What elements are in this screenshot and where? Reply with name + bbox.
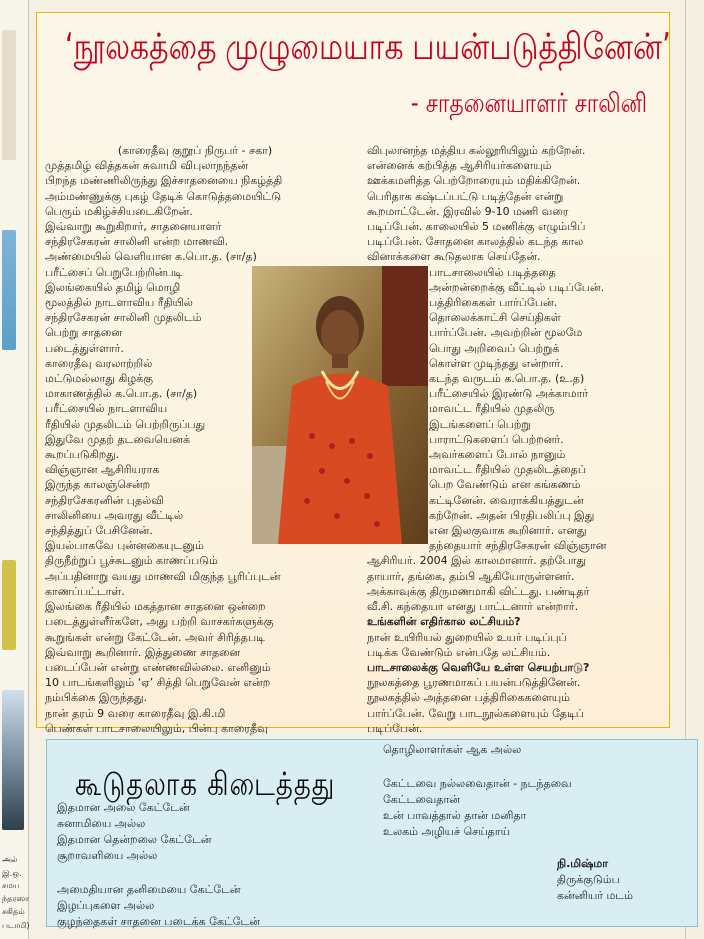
article-line: அம்மண்ணுக்கு புகழ் தேடிக் கொடுத்தமையிட்டு bbox=[45, 189, 282, 203]
article-line: மாவட்ட ரீதியில் முதலிடத்தைப் bbox=[429, 463, 587, 477]
article-line: இலங்கையில் தமிழ் மொழி bbox=[45, 280, 181, 294]
article-line: இயல்பாகவே புன்னகையுடனும் bbox=[45, 539, 204, 553]
article-line: மாகாணத்தில் க.பொ.த. (சா/த) bbox=[45, 387, 198, 401]
article-line: வீ.சி. கந்தையா எனது பாட்டனார் என்றார். bbox=[367, 600, 579, 614]
article-line: பெரும் மகிழ்ச்சியடைகிறேன். bbox=[45, 204, 193, 218]
margin-text: சமய bbox=[2, 881, 20, 890]
poem-line: சூறாவளியை அல்ல bbox=[57, 849, 158, 862]
article-line: பெண்கள் பாடசாலையிலும், பின்பு காரைதீவு bbox=[45, 721, 268, 735]
poem-right-stanza bbox=[383, 742, 572, 840]
article-line: பாடசாலையில் படித்ததை bbox=[429, 265, 556, 279]
article-line: பெற்று சாதனை bbox=[45, 326, 123, 340]
margin-text: சகிதம் bbox=[2, 907, 25, 916]
article-line: பார்ப்பேன். வேறு பாடநூல்களையும் தேடிப் bbox=[367, 706, 584, 720]
article-line: கட்டினேன். வைராக்கியத்துடன் bbox=[429, 493, 584, 507]
article-line: விஞ்ஞான ஆசிரியராக bbox=[45, 463, 160, 477]
poem-line: இதமான தென்றலை கேட்டேன் bbox=[57, 833, 212, 846]
poem-title: கூடுதலாக கிடைத்தது bbox=[75, 766, 336, 804]
article-line: சந்தித்துப் பேசினேன். bbox=[45, 524, 153, 538]
poem-line: சுனாமியை அல்ல bbox=[57, 817, 146, 830]
article-line: நான் உயிரியல் துறையில் உயர் படிப்புப் bbox=[367, 630, 567, 644]
poem-line: கேட்டவைதான் bbox=[383, 793, 460, 806]
article-line: படிப்பேன். சோதனை காலத்தில் கடந்த கால bbox=[367, 235, 584, 249]
article-line: கற்றேன். அதன் பிரதிபலிப்பு இது bbox=[429, 508, 595, 522]
article-line: நம்பிக்கை இருந்தது. bbox=[45, 691, 148, 705]
article-subheading: - சாதனையாளர் சாலினி bbox=[410, 89, 647, 119]
article-line: பரீட்சைப் பெறுபேற்றின்படி bbox=[45, 265, 183, 279]
article-line: காணப்பட்டாள். bbox=[45, 584, 125, 598]
article-line: வினாக்களை கூடுதலாக செய்தேன். bbox=[367, 250, 541, 264]
question-heading: உங்களின் எதிர்கால லட்சியம்? bbox=[367, 615, 521, 629]
article-line: கடந்த வருடம் க.பொ.த. (உ.த) bbox=[429, 372, 585, 386]
article-line: படைப்பேன் என்று எண்ணவில்லை. எனினும் bbox=[45, 660, 271, 674]
margin-text: படாமி) bbox=[2, 921, 30, 930]
article-line: பரீட்சையில் இரண்டு அக்காமார் bbox=[429, 387, 589, 401]
article-line: சாலினியை அவரது வீட்டில் bbox=[45, 508, 184, 522]
margin-text: அல் bbox=[2, 855, 18, 864]
article-line: ரீதியில் முதலிடம் பெற்றிருப்பது bbox=[45, 417, 206, 431]
article-line: முத்தமிழ் வித்தகன் சுவாமி விபுலாநந்தன் bbox=[45, 159, 249, 173]
article-line: நூலகத்தில் அத்தனை பத்திரிகைகளையும் bbox=[367, 691, 571, 705]
poet-place: திருக்குடும்ப bbox=[557, 873, 620, 886]
article-line: காரைதீவு வரலாற்றில் bbox=[45, 356, 153, 370]
margin-color-strip bbox=[2, 560, 16, 650]
margin-photo bbox=[2, 690, 24, 830]
student-portrait-image bbox=[252, 266, 428, 544]
article-line: தந்தையார் சந்திரசேகரன் விஞ்ஞான bbox=[429, 539, 607, 553]
article-box bbox=[36, 12, 671, 735]
article-line: அக்காவுக்கு திருமணமாகி விட்டது. பண்டிதர் bbox=[367, 584, 590, 598]
question-heading: பாடசாலைக்கு வெளியே உள்ள செயற்பாடு? bbox=[367, 660, 590, 674]
poem-left-stanza bbox=[57, 800, 260, 930]
article-line: அவர்களைப் போல் நானும் bbox=[429, 448, 566, 462]
article-line: பரீட்சையில் நாடளாவிய bbox=[45, 402, 168, 416]
article-line: படிக்க வேண்டும் என்பதே லட்சியம். bbox=[367, 645, 551, 659]
article-line: அன்றன்றைக்கு வீட்டில் படிப்பேன். bbox=[429, 280, 605, 294]
article-line: பெரிதாக கஷ்டப்பட்டு படித்தேன் என்று bbox=[367, 189, 564, 203]
article-line: என இலகுவாக கூறினார். எனது bbox=[429, 524, 587, 538]
article-line: பெற வேண்டும் என கங்கணம் bbox=[429, 478, 581, 492]
article-line: சந்திரசேகரன் சாலினி முதலிடம் bbox=[45, 311, 202, 325]
margin-strip bbox=[2, 30, 16, 160]
margin-text: இ.ஒ. bbox=[2, 869, 22, 878]
article-line: திருநீற்றுப் பூச்சுடனும் காணப்படும் bbox=[45, 554, 218, 568]
article-line: (காரைதீவு குறூப் நிருபர் - சகா) bbox=[117, 144, 273, 157]
article-line: தாயார், தங்கை, தம்பி ஆகியோருள்ளனர். bbox=[367, 569, 575, 583]
margin-color-strip bbox=[2, 230, 16, 350]
article-line: ஆசிரியர். 2004 இல் காலமானார். தற்போது bbox=[367, 554, 587, 568]
poem-line: இழப்புகளை அல்ல bbox=[57, 899, 155, 912]
article-headline: ‘நூலகத்தை முழுமையாக பயன்படுத்தினேன்’ bbox=[65, 25, 671, 69]
article-line: மூலத்தில் நாடளாவிய ரீதியில் bbox=[45, 296, 193, 310]
poet-place: கன்னியர் மடம் bbox=[557, 889, 633, 902]
article-line: பிறந்த மண்ணிலிருந்து இச்சாதனையை நிகழ்த்தி bbox=[45, 174, 283, 188]
poem-box bbox=[46, 739, 698, 927]
poet-credit bbox=[557, 856, 633, 904]
left-margin-clipping bbox=[0, 0, 29, 939]
article-line: மாவட்ட ரீதியில் முதலிரு bbox=[429, 402, 555, 416]
article-line: படைத்துள்ளீர்களே, அது பற்றி வாசகர்களுக்கு bbox=[45, 615, 274, 629]
article-line: கூறுங்கள் என்று கேட்டேன். அவர் சிரித்தபடி bbox=[45, 630, 265, 644]
article-line: ஊக்கமளித்த பெற்றோரையும் மதிக்கிறேன். bbox=[367, 174, 581, 188]
article-line: இவ்வாறு கூறினார். இத்துணை சாதனை bbox=[45, 645, 241, 659]
article-line: நான் தரம் 9 வரை காரைதீவு இ.கி.மி bbox=[45, 706, 226, 720]
article-line: தொலைக்காட்சி செய்திகள் bbox=[429, 311, 561, 325]
article-line: படைத்துள்ளார். bbox=[45, 341, 124, 355]
article-line: அப்பதினாறு வயது மாணவி மிகுந்த பூரிப்புடன் bbox=[45, 569, 281, 583]
article-line: விபுலானந்த மத்திய கல்லூரியிலும் கற்றேன். bbox=[367, 144, 586, 157]
poem-line: உலகம் அழியச் செய்தாய் bbox=[383, 825, 510, 838]
poet-name: நி.மிஷ்மா bbox=[557, 857, 609, 870]
poem-line: குழந்தைகள் சாதனை படைக்க கேட்டேன் bbox=[57, 915, 260, 928]
poem-line: தொழிலாளர்கள் ஆக அல்ல bbox=[383, 743, 522, 756]
article-line: மட்டுமல்லாது கிழக்கு bbox=[45, 372, 153, 386]
article-line: 10 பாடங்களிலும் ‘ஏ’ சித்தி பெறுவேன் என்ற bbox=[45, 676, 271, 690]
article-line: இவ்வாறு கூறுகிறார், சாதனையாளர் bbox=[45, 220, 222, 234]
poem-line: அமைதியான தனிமையை கேட்டேன் bbox=[57, 883, 241, 896]
article-line: சந்திரசேகரனின் புதல்வி bbox=[45, 493, 164, 507]
poem-line: கேட்டவை நல்லவைதான் - நடந்தவை bbox=[383, 777, 572, 790]
article-line: அண்மையில் வெளியான க.பொ.த. (சா/த) bbox=[45, 250, 257, 264]
article-line: பாராட்டுகளைப் பெற்றனர். bbox=[429, 432, 564, 446]
article-line: இருந்த காலஞ்சென்ற bbox=[45, 478, 151, 492]
article-line: படிப்பேன். காலையில் 5 மணிக்கு எழும்பிப் bbox=[367, 220, 586, 234]
article-line: இதுவே முதற் தடவையெனக் bbox=[45, 432, 190, 446]
article-line: சந்திரசேகரன் சாலினி என்ற மாணவி. bbox=[45, 235, 229, 249]
article-line: படிப்பேன். bbox=[367, 721, 423, 735]
article-line: இலங்கை ரீதியில் மகத்தான சாதனை ஒன்றை bbox=[45, 600, 266, 614]
student-photo bbox=[252, 266, 428, 544]
article-line: கூறப்படுகிறது. bbox=[45, 448, 120, 462]
article-line: பத்திரிகைகள் பார்ப்பேன். bbox=[429, 296, 558, 310]
margin-text: ந்தரஸா bbox=[2, 894, 30, 903]
article-line: கூறமாட்டேன். இரவில் 9-10 மணி வரை bbox=[367, 204, 569, 218]
article-line: கொள்ள முடிந்தது என்றார். bbox=[429, 356, 564, 370]
article-line: என்னைக் கற்பித்த ஆசிரியர்களையும் bbox=[367, 159, 552, 173]
article-line: பொது அறிவைப் பெற்றுக் bbox=[429, 341, 560, 355]
poem-line: இதமான அலை கேட்டேன் bbox=[57, 801, 190, 814]
article-line: நூலகத்தை பூரணமாகப் பயன்படுத்தினேன். bbox=[367, 676, 581, 690]
article-line: பார்ப்பேன். அவற்றின் மூலமே bbox=[429, 326, 583, 340]
article-line: இடங்களைப் பெற்று bbox=[429, 417, 531, 431]
poem-line: உன் பாவத்தால் தான் மனிதா bbox=[383, 809, 527, 822]
